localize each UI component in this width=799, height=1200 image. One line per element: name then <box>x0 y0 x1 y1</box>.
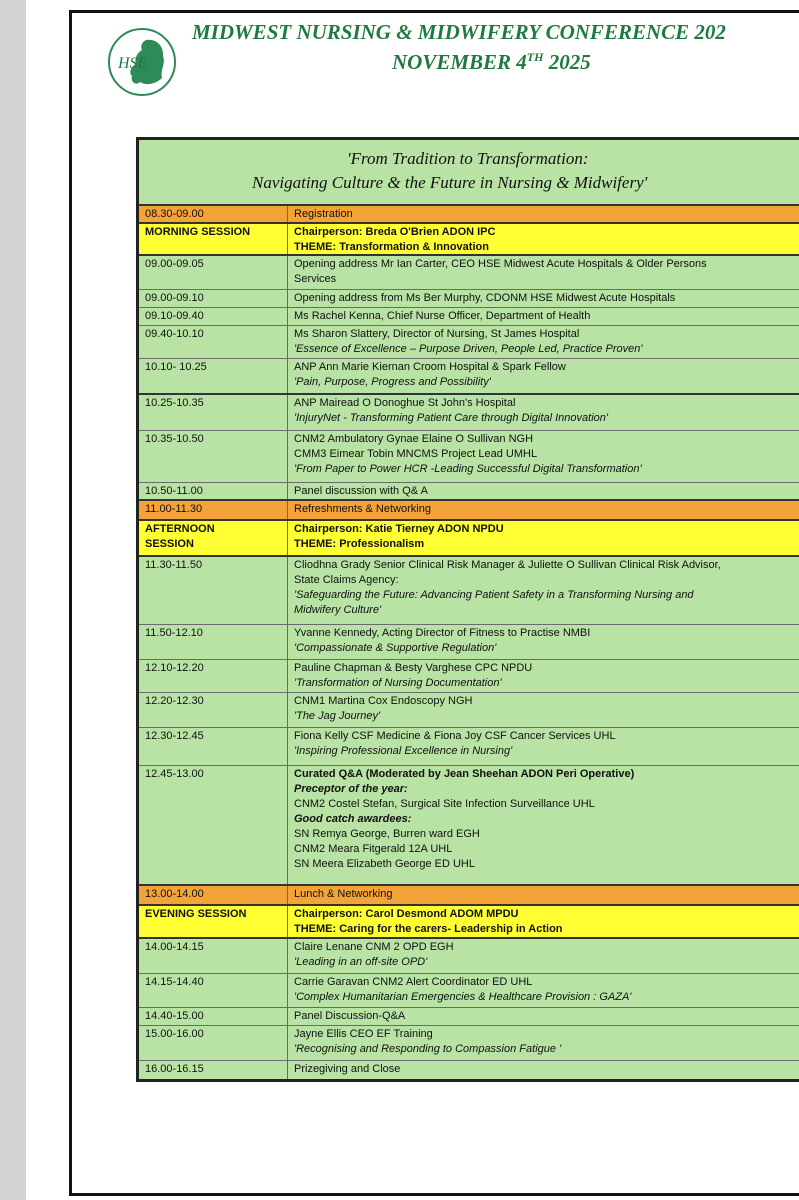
table-row <box>139 1061 799 1079</box>
table-row <box>139 326 799 359</box>
session-header-row <box>139 521 799 557</box>
theme-line-2: Navigating Culture & the Future in Nursing & Midwifery' <box>252 173 648 192</box>
table-row <box>139 1026 799 1061</box>
detail-cell: Carrie Garavan CNM2 Alert Coordinator ED UHL 'Complex Humanitarian Emergencies & Healthcare Provision : GAZA' <box>294 976 632 1003</box>
time-cell: 09.00-09.10 <box>139 290 288 307</box>
session-chair-theme: Chairperson: Katie Tierney ADON NPDU THEME: Professionalism <box>294 523 504 550</box>
table-row <box>139 501 799 521</box>
detail-cell: Claire Lenane CNM 2 OPD EGH 'Leading in an off-site OPD' <box>294 941 454 968</box>
time-cell: 11.00-11.30 <box>139 501 288 519</box>
detail-cell: Fiona Kelly CSF Medicine & Fiona Joy CSF Cancer Services UHL 'Inspiring Professional Excellence in Nursing' <box>294 730 616 757</box>
detail-cell: ANP Mairead O Donoghue St John's Hospital 'InjuryNet - Transforming Patient Care through Digital Innovation' <box>294 397 608 424</box>
time-cell: 15.00-16.00 <box>139 1026 288 1060</box>
session-chair-theme: Chairperson: Carol Desmond ADOM MPDU THEME: Caring for the carers- Leadership in Action <box>294 908 563 935</box>
detail-cell: Ms Rachel Kenna, Chief Nurse Officer, Department of Health <box>294 310 591 322</box>
table-row <box>139 431 799 483</box>
title-line-1: MIDWEST NURSING & MIDWIFERY CONFERENCE 202 <box>192 20 726 44</box>
table-row <box>139 625 799 660</box>
detail-cell: Opening address Mr Ian Carter, CEO HSE Midwest Acute Hospitals & Older Persons Services <box>294 258 707 285</box>
time-cell: 08.30-09.00 <box>139 206 288 222</box>
table-row <box>139 206 799 224</box>
table-row <box>139 557 799 625</box>
time-cell: 10.35-10.50 <box>139 431 288 482</box>
time-cell: 14.15-14.40 <box>139 974 288 1007</box>
title-date-suffix: TH <box>526 50 544 64</box>
detail-cell: Ms Sharon Slattery, Director of Nursing, St James Hospital 'Essence of Excellence – Purpose Driven, People Led, Practice Proven' <box>294 328 643 355</box>
session-name: EVENING SESSION <box>139 906 288 937</box>
table-row <box>139 1008 799 1026</box>
time-cell: 09.10-09.40 <box>139 308 288 325</box>
session-header-row <box>139 224 799 256</box>
hse-logo-text: HSE <box>118 55 148 72</box>
time-cell: 16.00-16.15 <box>139 1061 288 1079</box>
detail-cell: Registration <box>294 208 353 220</box>
time-cell: 14.00-14.15 <box>139 939 288 973</box>
table-row <box>139 974 799 1008</box>
title-date-month: NOVEMBER 4 <box>392 50 527 74</box>
time-cell: 11.50-12.10 <box>139 625 288 659</box>
table-row <box>139 939 799 974</box>
time-cell: 12.10-12.20 <box>139 660 288 692</box>
table-row <box>139 308 799 326</box>
detail-cell: Panel Discussion-Q&A <box>294 1010 406 1022</box>
conference-theme <box>139 140 799 206</box>
time-cell: 12.30-12.45 <box>139 728 288 765</box>
detail-cell: Lunch & Networking <box>294 888 393 900</box>
table-row <box>139 290 799 308</box>
detail-cell: Yvanne Kennedy, Acting Director of Fitness to Practise NMBI 'Compassionate & Supportive Regulation' <box>294 627 591 654</box>
schedule-table <box>136 137 799 1082</box>
time-cell: 12.45-13.00 <box>139 766 288 884</box>
table-row <box>139 660 799 693</box>
detail-cell: Jayne Ellis CEO EF Training 'Recognising and Responding to Compassion Fatigue ' <box>294 1028 562 1055</box>
table-row <box>139 256 799 290</box>
detail-cell: Cliodhna Grady Senior Clinical Risk Manager & Juliette O Sullivan Clinical Risk Advisor, State Claims Agency: 'Safeguarding the Future: Advancing Patient Safety in a Transforming Nursing and Midwifery Culture' <box>294 559 721 616</box>
table-row <box>139 395 799 431</box>
time-cell: 10.50-11.00 <box>139 483 288 499</box>
session-name: MORNING SESSION <box>139 224 288 254</box>
session-name: AFTERNOON SESSION <box>139 521 288 555</box>
time-cell: 10.10- 10.25 <box>139 359 288 393</box>
detail-cell: Refreshments & Networking <box>294 503 431 515</box>
time-cell: 09.40-10.10 <box>139 326 288 358</box>
detail-cell: Panel discussion with Q& A <box>294 485 428 497</box>
viewer-background-strip <box>0 0 26 1200</box>
detail-cell: CNM2 Ambulatory Gynae Elaine O Sullivan NGH CMM3 Eimear Tobin MNCMS Project Lead UMHL 'From Paper to Power HCR -Leading Successful Digital Transformation' <box>294 433 642 475</box>
theme-line-1: 'From Tradition to Transformation: <box>347 149 589 168</box>
session-header-row <box>139 906 799 939</box>
table-row <box>139 359 799 395</box>
table-row <box>139 766 799 886</box>
table-row <box>139 483 799 501</box>
table-row <box>139 728 799 766</box>
time-cell: 12.20-12.30 <box>139 693 288 727</box>
detail-cell: ANP Ann Marie Kiernan Croom Hospital & Spark Fellow 'Pain, Purpose, Progress and Possibility' <box>294 361 566 388</box>
time-cell: 14.40-15.00 <box>139 1008 288 1025</box>
detail-cell: Prizegiving and Close <box>294 1063 401 1075</box>
time-cell: 11.30-11.50 <box>139 557 288 624</box>
session-chair-theme: Chairperson: Breda O'Brien ADON IPC THEME: Transformation & Innovation <box>294 226 496 253</box>
conference-title <box>192 20 799 75</box>
title-line-2 <box>192 45 799 75</box>
detail-cell: CNM1 Martina Cox Endoscopy NGH 'The Jag Journey' <box>294 695 473 722</box>
time-cell: 09.00-09.05 <box>139 256 288 289</box>
hse-logo <box>106 26 178 98</box>
detail-cell: Curated Q&A (Moderated by Jean Sheehan ADON Peri Operative) Preceptor of the year: CNM2 Costel Stefan, Surgical Site Infection Surveillance UHL Good catch awardees: SN Remya George, Burren ward EGH CNM2 Meara Fitgerald 12A UHL SN Meera Elizabeth George ED UHL <box>294 768 635 870</box>
detail-cell: Opening address from Ms Ber Murphy, CDONM HSE Midwest Acute Hospitals <box>294 292 676 304</box>
time-cell: 10.25-10.35 <box>139 395 288 430</box>
time-cell: 13.00-14.00 <box>139 886 288 904</box>
detail-cell: Pauline Chapman & Besty Varghese CPC NPDU 'Transformation of Nursing Documentation' <box>294 662 533 689</box>
table-row <box>139 886 799 906</box>
title-date-year: 2025 <box>543 50 591 74</box>
table-row <box>139 693 799 728</box>
